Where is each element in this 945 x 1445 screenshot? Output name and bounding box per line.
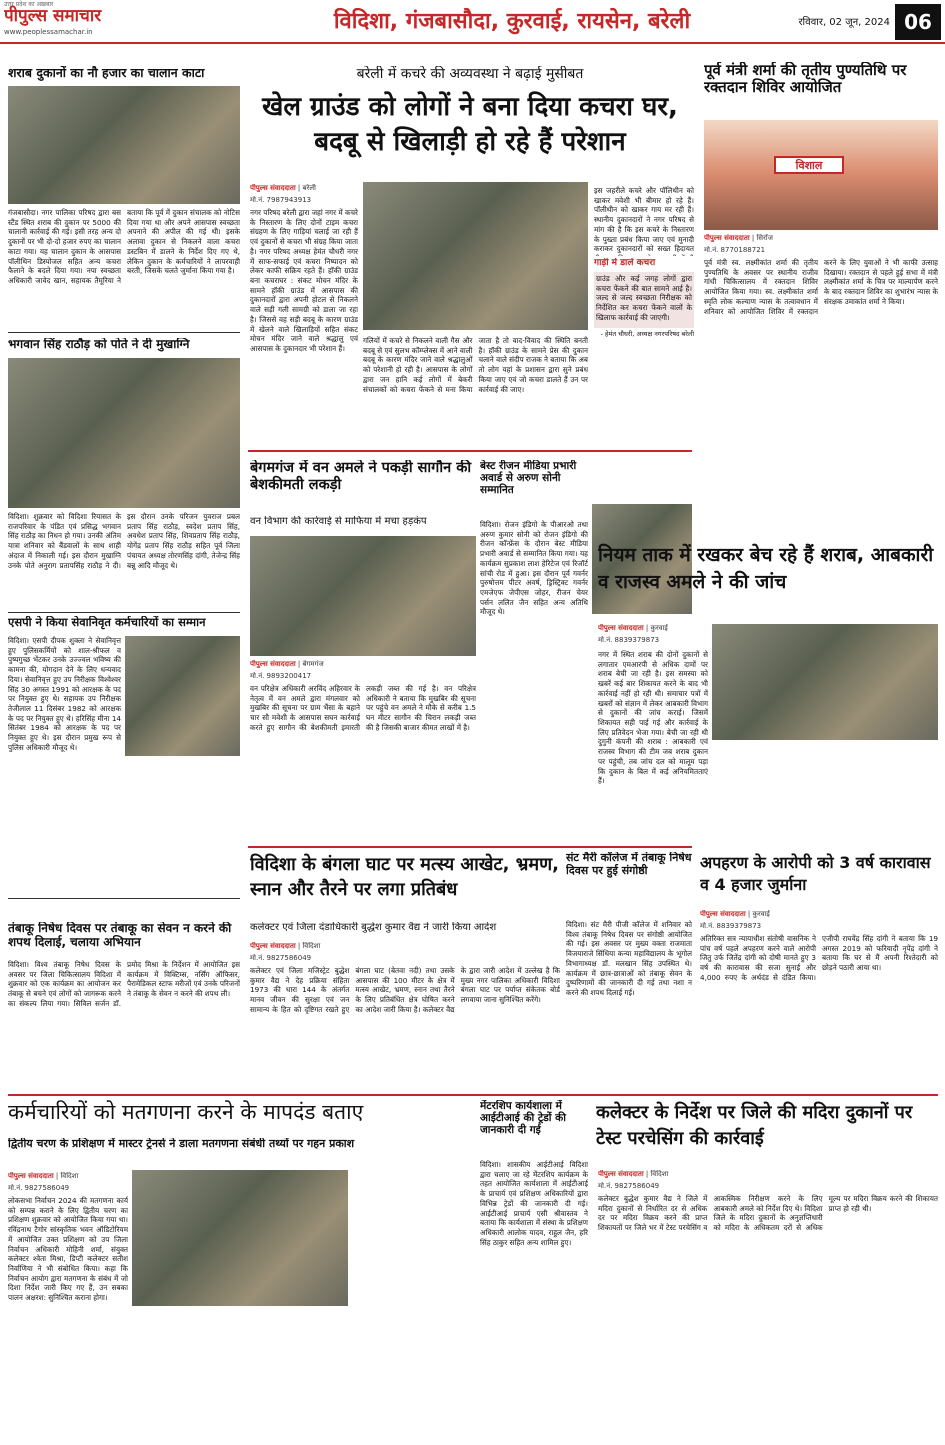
divider <box>248 846 692 848</box>
a5-photo <box>125 636 240 756</box>
a2-col1: नगर परिषद बरेली द्वारा जहां नगर में कचरे के निस्तारण के लिए दोनों टाइम कचरा संग्रहण के लिए गाड़ियां चलाई जा रही हैं एवं दुकानों से कचरा भी संग्रह किया जाता है। नगर परिषद अध्यक्ष हेमंत चौधरी नगर में साफ-सफाई एवं कचरा निष्पादन को लेकर काफी सक्रिय रहते हैं। हॉकी ग्राउंड बना कचराघर : संकट मोचन मंदिर के सामने हॉकी ग्राउंड में आसपास की दुकानदारों द्वारा अपनी होटल से निकलने वाले सड़ी गली सामग्री को डाला जा रहा है। जिससे वह सड़ी बदबू के कारण ग्राउंड में खेलने वाले खिलाड़ियों सहित संकट मोचन मंदिर जाने वाले श्रद्धालु एवं आसपास के दुकानदार भी परेशान हैं। <box>250 208 358 354</box>
a2-quote: ग्राउंड और कई जगह लोगों द्वारा कचरा फेंकने की बात सामने आई है। जल्द से जल्द स्वच्छता निरीक्षक को निर्देशित कर कचरा फेंकने वालों के खिलाफ कार्रवाई की जाएगी। <box>594 272 694 328</box>
a9-headline: नियम ताक में रखकर बेच रहे हैं शराब, आबकारी व राजस्व अमले ने की जांच <box>598 544 934 593</box>
byline-place: कुरवाई <box>650 624 668 632</box>
a6-headline: तंबाकू निषेध दिवस पर तंबाकू का सेवन न करने की शपथ दिलाई, चलाया अभियान <box>8 922 232 949</box>
byline-place: बरेली <box>302 184 316 192</box>
a11-body: विदिशा। संट मैरी पीजी कॉलेज में शनिवार को विश्व तंबाकू निषेध दिवस पर संगोष्ठी आयोजित की गई। इस अवसर पर मुख्य वक्ता राजमाता विजयाराजे सिंधिया कन्या महाविद्यालय के भूगोल विभागाध्यक्ष डॉ. मलखान सिंह उपस्थित थे। कार्यक्रम में छात्र-छात्राओं को तंबाकू सेवन के दुष्परिणामों की जानकारी दी गई तथा नशा न करने की शपथ दिलाई गई। <box>566 920 692 998</box>
divider <box>8 1094 938 1096</box>
a7-deck: वन विभाग की कार्रवाई से माफिया में मचा हड़कंप <box>250 516 427 527</box>
byline-place: बेगमगंज <box>302 660 324 668</box>
a5-body: विदिशा। एसपी दीपक शुक्ला ने सेवानिवृत्त हुए पुलिसकर्मियों को शाल-श्रीफल व पुष्पगुच्छ भेंटकर उनके उज्ज्वल भविष्य की कामना की, योगदान देने के लिए धन्यवाद दिया। सेवानिवृत्त हुए उप निरीक्षक विश्वेश्वर सिंह 30 अगस्त 1991 को आरक्षक के पद पर नियुक्त हुए थे। सहायक उप निरीक्षक तेजीलाल 11 दिसंबर 1982 को आरक्षक के पद पर नियुक्त हुए थे। हरिसिंह मीना 14 सितंबर 1984 को आरक्षक के पद पर नियुक्त हुए थे। इस दौरान प्रमुख रूप से पुलिस अधिकारी मौजूद थे। <box>8 636 121 752</box>
a1-body: गंजबासौदा। नगर पालिका परिषद द्वारा बस स्टैंड स्थित शराब की दुकान पर 5000 की चालानी कार्रवाई की गई। इसी तरह अन्य दो दुकानों पर भी दो-दो हजार रुपए का चालान काटा गया। यह चालान दुकान के आसपास पॉलीथिन डिस्पोजल सहित अन्य कचरा फैलाने के बदले दिया गया। नपा स्वच्छता अधिकारी जावेद खान, सहायक तैमूरिया ने बताया कि पूर्व में दुकान संचालक को नोटिस दिया गया था और अपने आसपास स्वच्छता अपनाने की अपील की गई थी। इसके अलावा दुकान से निकलने वाला कचरा डस्टबिन में डालने के निर्देश दिए गए थे, लेकिन दुकान के कर्मचारियों ने लापरवाही बरती, जिसके चलते जुर्माना किया गया है। <box>8 208 240 286</box>
a8-headline: बेस्ट रीजन मीडिया प्रभारी अवार्ड से अरुण सोनी सम्मानित <box>480 460 577 497</box>
a2-subhead: गाड़ी में डालें कचरा <box>594 258 656 268</box>
a15-phone: मो.नं. 9827586049 <box>598 1182 660 1190</box>
byline-name: पीपुल्स संवाददाता <box>704 234 750 242</box>
byline-place: सिरोंज <box>756 234 773 242</box>
a2-quote-author: - हेमंत चौधरी, अध्यक्ष नगरपरिषद बरेली <box>600 330 694 338</box>
a12-headline: अपहरण के आरोपी को 3 वर्ष कारावास व 4 हजार जुर्माना <box>700 853 931 895</box>
a3-headline: पूर्व मंत्री शर्मा की तृतीय पुण्यतिथि पर रक्तदान शिविर आयोजित <box>704 62 907 97</box>
masthead <box>0 0 945 44</box>
a2-phone: मो.नं. 7987943913 <box>250 196 312 204</box>
a10-byline: पीपुल्स संवाददाता | विदिशा <box>250 942 321 950</box>
a14-headline: मेंटरशिप कार्यशाला में आईटीआई की ट्रेडों की जानकारी दी गई <box>480 1100 566 1137</box>
a3-banner: विशाल <box>774 156 844 174</box>
byline-name: पीपुल्स संवाददाता <box>250 660 296 668</box>
a1-headline: शराब दुकानों का नौ हजार का चालान काटा <box>8 66 205 80</box>
byline-name: पीपुल्स संवाददाता <box>8 1172 54 1180</box>
a6-body: विदिशा। विश्व तंबाकू निषेध दिवस के अवसर पर जिला चिकित्सालय विदिशा में शुक्रवार को एक कार्यक्रम का आयोजन कर तंबाकू से बचने एवं लोगों को जागरूक करने का संकल्प लिया गया। सिविल सर्जन डॉ. प्रमोद मिश्रा के निर्देशन में आयोजित इस कार्यक्रम में विक्टिम्स, नर्सिंग ऑफिसर, पैरामेडिकल स्टाफ मरीजों एवं उनके परिजनों ने तंबाकू के सेवन न करने की शपथ ली। <box>8 960 240 1008</box>
byline-name: पीपुल्स संवाददाता <box>598 624 644 632</box>
a10-body: कलेक्टर एवं जिला मजिस्ट्रेट बुद्धेश कुमार वैद्य ने देह प्रक्रिया संहिता 1973 की धारा 144 के अंतर्गत मानव जीवन की सुरक्षा एवं जन सामान्य के हित को दृष्टिगत रखते हुए बंगला घाट (बेतवा नदी) तथा उसके आसपास की 100 मीटर के क्षेत्र में मत्स्य आखेट, भ्रमण, स्नान तथा तैरने के लिए प्रतिबंधित क्षेत्र घोषित करने का आदेश जारी किया है। कलेक्टर वैद्य के द्वारा जारी आदेश में उल्लेख है कि मुख्य नगर पालिका अधिकारी विदिशा बंगला घाट पर पर्याप्त संकेतक बोर्ड लगवाया जाना सुनिश्चित करेंगे। <box>250 966 560 1014</box>
a15-byline: पीपुल्स संवाददाता | विदिशा <box>598 1170 669 1178</box>
a7-phone: मो.नं. 9893200417 <box>250 672 312 680</box>
a14-body: विदिशा। शासकीय आईटीआई विदिशा द्वारा चलाए जा रहे मेंटरशिप कार्यक्रम के तहत आयोजित कार्यशाला में आईटीआई के प्राचार्य एवं प्रशिक्षण अधिकारियों द्वारा विभिन्न ट्रेडों की जानकारी दी गई। आईटीआई प्राचार्य एसी श्रीवास्तव ने बताया कि कार्यशाला में संस्था के प्रशिक्षण अधिकारी आलोक यादव, राहुल जैन, हरि सिंह ठाकुर सहित अन्य शामिल हुए। <box>480 1160 588 1247</box>
section-title: विदिशा, गंजबासौदा, कुरवाई, रायसेन, बरेली <box>333 9 691 34</box>
a2-kicker: बरेली में कचरे की अव्यवस्था ने बढ़ाई मुसीबत <box>356 66 584 82</box>
a9-photo <box>712 624 938 740</box>
a10-headline: विदिशा के बंगला घाट पर मत्स्य आखेट, भ्रमण, स्नान और तैरने पर लगा प्रतिबंध <box>250 854 559 901</box>
byline-name: पीपुल्स संवाददाता <box>250 184 296 192</box>
a5-headline: एसपी ने किया सेवानिवृत कर्मचारियों का सम्मान <box>8 616 206 629</box>
byline-name: पीपुल्स संवाददाता <box>700 910 746 918</box>
a3-body: पूर्व मंत्री स्व. लक्ष्मीकांत शर्मा की तृतीय पुण्यतिथि के अवसर पर स्थानीय राजीव गांधी चिकित्सालय में रक्तदान शिविर आयोजित किया गया। स्व. लक्ष्मीकांत शर्मा स्मृति लोक कल्याण न्यास के तत्वावधान में शनिवार को आयोजित शिविर में रक्तदान करने के लिए युवाओं ने भी काफी उत्साह दिखाया। रक्तदान से पहले हुई सभा में मंत्री लक्ष्मीकांत शर्मा के चित्र पर माल्यार्पण करने के बाद रक्तदान शिविर का शुभारंभ न्यास के संरक्षक उमाकांत शर्मा ने किया। <box>704 258 938 316</box>
divider <box>8 898 240 899</box>
a4-headline: भगवान सिंह राठौड़ को पोते ने दी मुखाग्नि <box>8 338 190 351</box>
a10-deck: कलेक्टर एवं जिला दंडाधिकारी बुद्धेश कुमार वैद्य ने जारी किया आदेश <box>250 922 497 933</box>
a7-headline: बेगमगंज में वन अमले ने पकड़ी सागौन की बेशकीमती लकड़ी <box>250 460 472 493</box>
a4-body: विदिशा। शुक्रवार को विदिशा रियासत के राजपरिवार के पंडित एवं प्रसिद्ध भगवान सिंह राठौड़ का निधन हो गया। उनकी अंतिम यात्रा शनिवार को बैंडवालों के साथ शाही अंदाज में निकाली गई। इस दौरान मुखाग्नि उनके पोते अनुराग प्रतापसिंह राठौड़ ने दी। इस दौरान उनके परिजन युवराज प्रबल प्रताप सिंह राठौड़, स्वदेश प्रताप सिंह, अवधेश प्रताप सिंह, शिवप्रताप सिंह राठौड़, योगेंद्र प्रताप सिंह राठौड़ सहित पूर्व जिला पंचायत अध्यक्ष तोरणसिंह दांगी, तेजेन्द्र सिंह बन्नू आदि मौजूद थे। <box>8 512 240 570</box>
a12-byline: पीपुल्स संवाददाता | कुरवाई <box>700 910 770 918</box>
byline-place: विदिशा <box>302 942 321 950</box>
a2-col2: गलियों में कचरे से निकलने वाली गैस और बदबू से एवं सुलभ कॉम्प्लेक्स में आने वाली बदबू के कारण मंदिर जाने वाले श्रद्धालुओं को परेशानी हो रही है। आसपास के लोगों द्वारा जन हानि कई लोगों में बेकरी संचालकों को कचरा फेंकने से मना किया जाता है तो वाद-विवाद की स्थिति बनती है। हॉकी ग्राउंड के सामने प्रेस की दुकान चलाने वाले संदीप राजक ने बताया कि अब तो लोग यहां के प्रशासन द्वारा सुने प्रबंध किया जाए एवं जो कचरा डालते हैं उन पर कार्रवाई की जाए। <box>363 336 588 394</box>
page-number: 06 <box>895 4 941 40</box>
a7-body: वन परिक्षेत्र अधिकारी अरविंद अहिरवार के नेतृत्व में वन अमले द्वारा मंगलवार को मुखबिर की सूचना पर ग्राम भैंसा के बहाने चार सौ मवेशी के आसपास सघन कार्रवाई करते हुए सागौन की बेशकीमती इमारती लकड़ी जब्त की गई है। वन परिक्षेत्र अधिकारी ने बताया कि मुखबिर की सूचना पर पहुंचे वन अमले ने मौके से करीब 1.5 घन मीटर सागौन की चिरान लकड़ी जब्त की है जिसकी बाजार कीमत लाखों में है। <box>250 684 476 732</box>
byline-place: विदिशा <box>650 1170 669 1178</box>
a3-phone: मो.नं. 8770188721 <box>704 246 766 254</box>
a15-headline: कलेक्टर के निर्देश पर जिले की मदिरा दुकानों पर टेस्ट परचेसिंग की कार्रवाई <box>596 1102 913 1150</box>
a2-byline: पीपुल्स संवाददाता | बरेली <box>250 184 316 192</box>
a13-deck: द्वितीय चरण के प्रशिक्षण में मास्टर ट्रेनर्स ने डाला मतगणना संबंधी तथ्यों पर गहन प्रकाश <box>8 1138 355 1150</box>
a3-photo <box>704 120 938 230</box>
a2-col3: इस जहरीले कचरे और पॉलिथीन को खाकर मवेशी भी बीमार हो रहे हैं। पॉलीथीन को खाकर गाय मर रही हैं। स्थानीय दुकानदारों ने नगर परिषद से मांग की है कि इस कचरे के निस्तारण के पुख्ता प्रबंध किया जाए एवं मुनादी कराकर दुकानदारों को सख्त हिदायत <box>594 186 694 254</box>
a13-photo <box>132 1170 348 1306</box>
a10-phone: मो.नं. 9827586049 <box>250 954 312 962</box>
issue-date: रविवार, 02 जून, 2024 <box>798 17 890 28</box>
newspaper-logo: पीपुल्स समाचार <box>4 6 102 26</box>
a9-byline: पीपुल्स संवाददाता | कुरवाई <box>598 624 668 632</box>
a1-photo <box>8 86 240 204</box>
a4-photo <box>8 358 240 508</box>
divider <box>248 450 692 452</box>
logo-tagline: उत्तर प्रदेश का अख़बार <box>4 1 54 8</box>
a15-body: कलेक्टर बुद्धेश कुमार वैद्य ने जिले में मदिरा दुकानों से निर्धारित दर से अधिक दर पर मदिरा विक्रय करने की प्राप्त शिकायतों पर जिले भर में टेस्ट परचेसिंग व आकस्मिक निरीक्षण करने के लिए आबकारी अमले को निर्देश दिए थे। विदिशा जिले के मदिरा दुकानों के अनुज्ञप्तिधारी को मदिरा के अधिकतम दरों से अधिक मूल्य पर मदिरा विक्रय करने की शिकायत प्राप्त हो रही थी। <box>598 1194 938 1233</box>
byline-place: कुरवाई <box>752 910 770 918</box>
byline-place: विदिशा <box>60 1172 79 1180</box>
a13-phone: मो.नं. 9827586049 <box>8 1184 70 1192</box>
a13-body: लोकसभा निर्वाचन 2024 की मतगणना कार्य को सम्पन्न कराने के लिए द्वितीय चरण का प्रशिक्षण शुक्रवार को आयोजित किया गया था। रविंद्रनाथ टैगोर सांस्कृतिक भवन ऑडिटोरियम में आयोजित उक्त प्रशिक्षण को उप जिला निर्वाचन अधिकारी मोहिनी शर्मा, संयुक्त कलेक्टर श्वेता मिश्रा, डिप्टी कलेक्टर सतीश निर्वाणिया ने भी संबोधित किया। कहा कि निर्वाचन आयोग द्वारा मतगणना के संबंध में जो दिशा निर्देश जारी किए गए हैं, उन सबका पालन अक्षरश: सुनिश्चित कराना होगा। <box>8 1196 128 1303</box>
a2-photo <box>363 182 588 330</box>
byline-name: पीपुल्स संवाददाता <box>250 942 296 950</box>
a7-byline: पीपुल्स संवाददाता | बेगमगंज <box>250 660 324 668</box>
a12-phone: मो.नं. 8839379873 <box>700 922 762 930</box>
divider <box>8 332 240 333</box>
a9-body: नगर में स्थित शराब की दोनों दुकानों से लगातार एमआरपी से अधिक दामों पर शराब बेची जा रही है। इस समस्या को खबरें कई बार शिकायत करने के बाद भी कार्रवाई नहीं हो रही थी। समाचार पत्रों में खबरों को संज्ञान में लेकर आबकारी विभाग से दुकानों की जांच कराई। जिसमें शिकायत सही पाई गई और कार्रवाई के लिए प्रतिवेदन भेजा गया। बेची जा रही थी दुगुनी कंपनी की शराब : आबकारी एवं राजस्व विभाग की टीम जब शराब दुकान पर पहुंची, तब जांच दल को मालूम पड़ा कि दुकान के बिल में कई अनियमितताएं हैं। <box>598 650 708 786</box>
a2-headline: खेल ग्राउंड को लोगों ने बना दिया कचरा घर, बदबू से खिलाड़ी हो रहे हैं परेशान <box>262 92 678 158</box>
a7-photo <box>250 536 476 656</box>
a13-headline: कर्मचारियों को मतगणना करने के मापदंड बताए <box>8 1100 364 1124</box>
a13-byline: पीपुल्स संवाददाता | विदिशा <box>8 1172 79 1180</box>
a3-byline: पीपुल्स संवाददाता | सिरोंज <box>704 234 773 242</box>
a9-phone: मो.नं. 8839379873 <box>598 636 660 644</box>
website-url[interactable]: www.peoplessamachar.in <box>4 28 93 36</box>
byline-name: पीपुल्स संवाददाता <box>598 1170 644 1178</box>
a8-body: विदिशा। रोजन इंडिगो के पीआरओ तथा अरुण कुमार सोनी को रोजन इंडिगो की रीजन कॉन्फ्रेंस के दौरान बेस्ट मीडिया प्रभारी अवार्ड से सम्मानित किया गया। यह कार्यक्रम सुप्रकाश लाश हेरिटेज एवं रिजॉर्ट सांची रोड में हुआ। इस दौरान पूर्व गवर्नर पुरुषोत्तम पीटर अवर्ष, ड्रिस्ट्रिक्ट गवर्नर एमजेएफ जेपीएस जोहर, रीजन चेयर पर्सन ललित जैन सहित अन्य अतिथि मौजूद थे। <box>480 520 588 617</box>
a12-body: अतिरिक्त सत्र न्यायाधीश संतोषी वासनिक ने पांच वर्ष पहले अपहरण करने वाले आरोपी जितु उर्फ जितेंद्र दांगी को दोषी मानते हुए 3 वर्ष की कारावास की सजा सुनाई और 4,000 रुपए के अर्थदंड से दंडित किया। एजीपी राघवेंद्र सिंह दांगी ने बताया कि 19 अगस्त 2019 को फरियादी नृपेंद्र दांगी ने बताया कि घर से मैं अपनी रिश्तेदारी को छोड़ने पठारी आया था। <box>700 934 938 982</box>
divider <box>8 612 240 613</box>
a11-headline: संट मैरी कॉलेज में तंबाकू निषेध दिवस पर हुई संगोष्ठी <box>566 852 692 877</box>
